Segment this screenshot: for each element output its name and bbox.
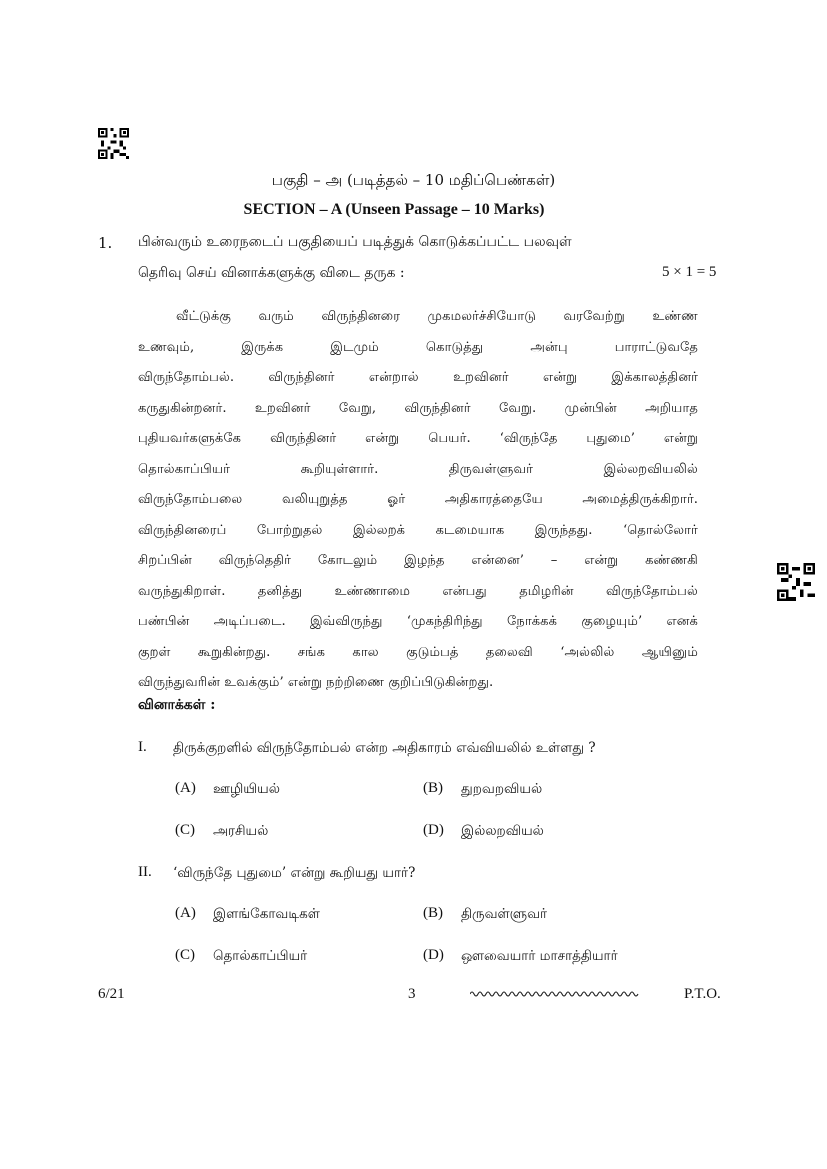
passage-line: புதியவர்களுக்கே விருந்தினர் என்று பெயர். ‘விருந்தே புதுமை’ என்று	[138, 431, 698, 446]
question-instruction-line2: தெரிவு செய் வினாக்களுக்கு விடை தருக :	[138, 265, 405, 281]
passage-line: வீட்டுக்கு வரும் விருந்தினரை முகமலர்ச்சியோடு வரவேற்று உண்ண	[176, 309, 698, 324]
passage-line: வருந்துகிறாள். தனித்து உண்ணாமை என்பது தமிழரின் விருந்தோம்பல்	[138, 583, 698, 599]
option-label: (A)	[175, 780, 196, 796]
option-text: இல்லறவியல்	[461, 823, 544, 839]
option-label: (B)	[423, 905, 443, 921]
qr-code-top-left	[98, 128, 129, 159]
section-title-english: SECTION – A (Unseen Passage – 10 Marks)	[243, 201, 545, 218]
option-label: (C)	[175, 947, 195, 963]
passage-line: குறள் கூறுகின்றது. சங்க கால குடும்பத் தலைவி ‘அல்லில் ஆயினும்	[138, 644, 698, 660]
option-text: ஊழியியல்	[213, 781, 280, 797]
pto-label: P.T.O.	[684, 986, 721, 1002]
wavy-separator	[470, 986, 642, 1005]
option-label: (C)	[175, 822, 195, 838]
passage-line: விருந்தினரைப் போற்றுதல் இல்லறக் கடமையாக இருந்தது. ‘தொல்லோர்	[138, 522, 698, 538]
qr-code-right	[777, 563, 815, 601]
paper-code: 6/21	[98, 986, 125, 1002]
option-text: திருவள்ளுவர்	[461, 906, 548, 922]
passage-line: விருந்தோம்பல். விருந்தினர் என்றால் உறவினர் என்று இக்காலத்தினர்	[138, 370, 698, 385]
passage-line: விருந்துவரின் உவக்கும்’ என்று நற்றிணை குறிப்பிடுகின்றது.	[138, 675, 494, 690]
passage-line: விருந்தோம்பலை வலியுறுத்த ஓர் அதிகாரத்தையே அமைத்திருக்கிறார்.	[138, 492, 698, 507]
option-label: (D)	[423, 947, 444, 963]
option-label: (A)	[175, 905, 196, 921]
passage-line: பண்பின் அடிப்படை. இவ்விருந்து ‘முகந்திரிந்து நோக்கக் குழையும்’ எனக்	[138, 614, 698, 629]
subquestion-number: I.	[138, 739, 147, 755]
questions-heading: வினாக்கள் :	[138, 697, 216, 713]
passage-line: கருதுகின்றனர். உறவினர் வேறு, விருந்தினர் வேறு. முன்பின் அறியாத	[138, 400, 698, 416]
section-title-tamil: பகுதி – அ (படித்தல் – 10 மதிப்பெண்கள்)	[271, 171, 556, 189]
question-instruction-line1: பின்வரும் உரைநடைப் பகுதியைப் படித்துக் கொடுக்கப்பட்ட பலவுள்	[138, 234, 572, 250]
option-text: துறவறவியல்	[461, 781, 543, 797]
option-label: (D)	[423, 822, 444, 838]
subquestion-text: ‘விருந்தே புதுமை’ என்று கூறியது யார்?	[173, 865, 416, 881]
option-text: இளங்கோவடிகள்	[213, 906, 320, 922]
page-number: 3	[408, 986, 416, 1002]
passage-line: தொல்காப்பியர் கூறியுள்ளார். திருவள்ளுவர் இல்லறவியலில்	[138, 461, 698, 477]
option-label: (B)	[423, 780, 443, 796]
option-text: அரசியல்	[213, 823, 269, 839]
passage-line: சிறப்பின் விருந்தெதிர் கோடலும் இழந்த என்னை’ – என்று கண்ணகி	[138, 553, 698, 568]
passage	[138, 302, 698, 699]
passage-line: உணவும், இருக்க இடமும் கொடுத்து அன்பு பாராட்டுவதே	[138, 339, 698, 355]
option-text: தொல்காப்பியர்	[213, 948, 308, 964]
question-number: 1.	[98, 234, 113, 252]
subquestion-text: திருக்குறளில் விருந்தோம்பல் என்ற அதிகாரம் எவ்வியலில் உள்ளது ?	[173, 740, 596, 756]
question-marks: 5 × 1 = 5	[662, 264, 717, 280]
option-text: ஔவையார் மாசாத்தியார்	[461, 948, 618, 964]
subquestion-number: II.	[138, 864, 152, 880]
